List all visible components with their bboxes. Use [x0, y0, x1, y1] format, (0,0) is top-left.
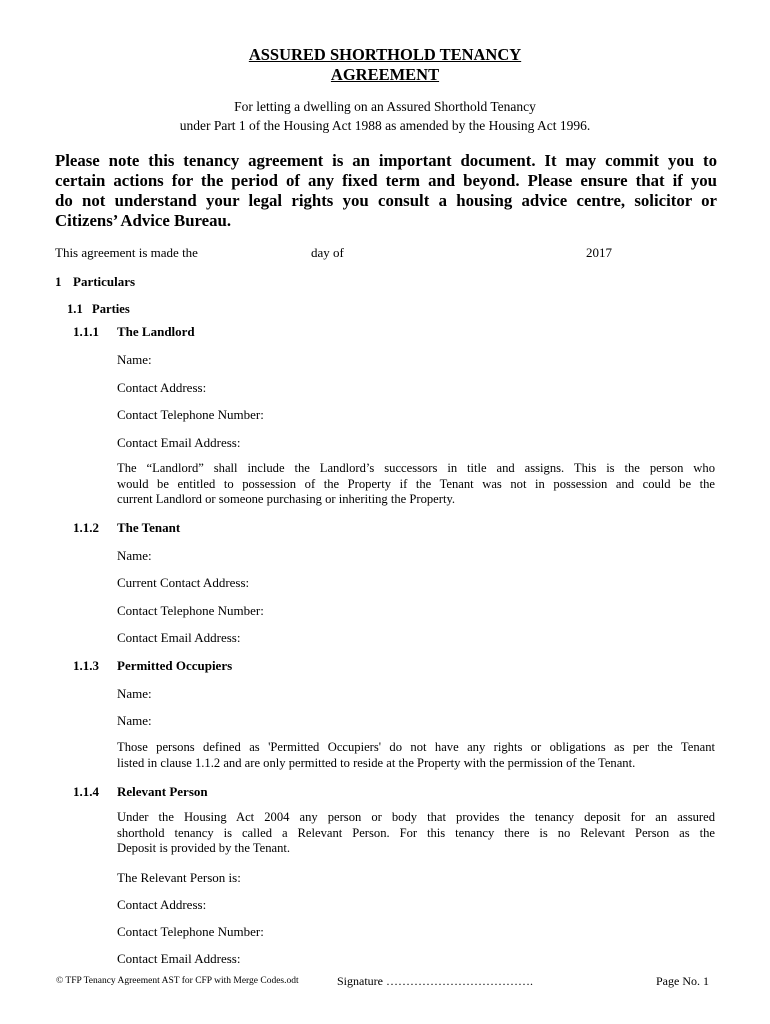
paragraph-line: Those persons defined as 'Permitted Occupiers' do not have any rights or obligations as per the Tenant [117, 740, 715, 754]
paragraph-line: listed in clause 1.1.2 and are only permitted to reside at the Property with the permission of the Tenant. [117, 755, 636, 770]
document-title-line1: ASSURED SHORTHOLD TENANCY [248, 45, 522, 64]
agreement-date-prefix: This agreement is made the [55, 245, 198, 260]
paragraph-line: shorthold tenancy is called a Relevant Person. For this tenancy there is no Relevant Person as the [117, 825, 715, 840]
tenant-name-field: Name: [117, 548, 152, 563]
relevant-person-address-field: Contact Address: [117, 897, 207, 912]
clause-1-1-4-number: 1.1.4 [73, 784, 99, 799]
landlord-heading: The Landlord [117, 324, 195, 339]
landlord-address-field: Contact Address: [117, 380, 207, 395]
section-1-title: Particulars [73, 274, 136, 289]
occupier-name-field-1: Name: [117, 686, 152, 701]
agreement-day-of: day of [311, 245, 344, 260]
section-1-1-title: Parties [92, 302, 130, 316]
notice-line: certain actions for the period of any fixed term and beyond. Please ensure that if you [55, 171, 717, 190]
footer-signature [337, 974, 533, 989]
page-number: Page No. 1 [656, 974, 709, 988]
permitted-occupiers-definition [117, 740, 715, 771]
notice-line: Citizens’ Advice Bureau. [55, 211, 232, 230]
relevant-person-phone-field: Contact Telephone Number: [117, 924, 264, 939]
tenant-heading: The Tenant [117, 520, 181, 535]
notice-line: Please note this tenancy agreement is an important document. It may commit you to [55, 151, 717, 170]
tenant-address-field: Current Contact Address: [117, 575, 250, 590]
relevant-person-label: The Relevant Person is: [117, 870, 241, 885]
section-1-1-number: 1.1 [67, 302, 83, 316]
important-notice [55, 151, 717, 231]
paragraph-line: The “Landlord” shall include the Landlord’s successors in title and assigns. This is the person who [117, 461, 715, 475]
permitted-occupiers-heading: Permitted Occupiers [117, 658, 233, 673]
clause-1-1-1-number: 1.1.1 [73, 324, 99, 339]
occupier-name-field-2: Name: [117, 713, 152, 728]
footer-document-info: © TFP Tenancy Agreement AST for CFP with Merge Codes.odt [56, 976, 299, 986]
document-title-line2: AGREEMENT [330, 65, 440, 84]
clause-1-1-2-number: 1.1.2 [73, 520, 99, 535]
paragraph-line: Under the Housing Act 2004 any person or body that provides the tenancy deposit for an assured [117, 810, 715, 824]
tenant-phone-field: Contact Telephone Number: [117, 603, 264, 618]
paragraph-line: current Landlord or someone purchasing or inheriting the Property. [117, 492, 456, 506]
tenant-email-field: Contact Email Address: [117, 630, 241, 645]
paragraph-line: would be entitled to possession of the Property if the Tenant was not in possession and could be the [117, 476, 715, 491]
subtitle-line2: under Part 1 of the Housing Act 1988 as amended by the Housing Act 1996. [179, 118, 591, 133]
notice-line: do not understand your legal rights you consult a housing advice centre, solicitor or [55, 191, 717, 210]
landlord-phone-field: Contact Telephone Number: [117, 407, 264, 422]
signature-line: Signature ………………………………. [337, 974, 533, 988]
paragraph-line: Deposit is provided by the Tenant. [117, 841, 291, 855]
relevant-person-heading: Relevant Person [117, 784, 208, 799]
relevant-person-email-field: Contact Email Address: [117, 951, 241, 966]
section-1-number: 1 [55, 274, 62, 289]
landlord-definition [117, 461, 715, 508]
landlord-email-field: Contact Email Address: [117, 435, 241, 450]
relevant-person-definition [117, 810, 715, 857]
clause-1-1-3-number: 1.1.3 [73, 658, 99, 673]
agreement-year: 2017 [586, 245, 612, 260]
subtitle-line1: For letting a dwelling on an Assured Shorthold Tenancy [234, 99, 536, 114]
landlord-name-field: Name: [117, 352, 152, 367]
